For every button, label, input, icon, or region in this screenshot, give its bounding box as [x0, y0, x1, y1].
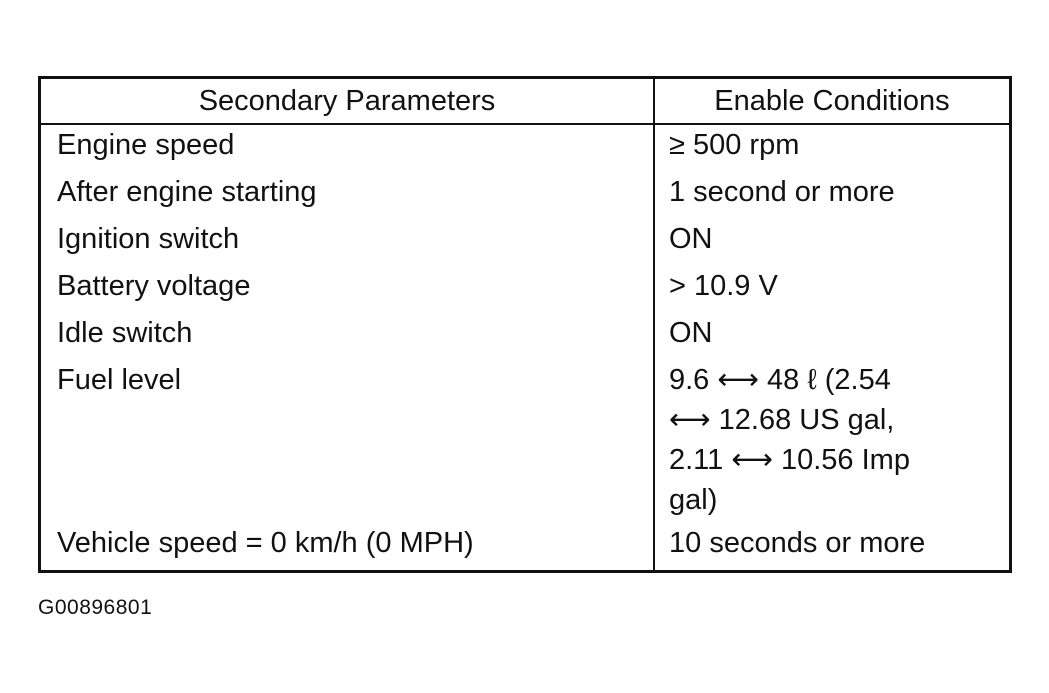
table-row [41, 219, 1009, 266]
figure-code: G00896801 [38, 596, 153, 619]
condition-cell: ON [669, 317, 713, 349]
table-row [41, 313, 1009, 360]
condition-cell: 10 seconds or more [669, 527, 926, 559]
table-row [41, 172, 1009, 219]
condition-cell: ON [669, 223, 713, 255]
enable-conditions-table [38, 76, 1012, 573]
parameter-cell: After engine starting [57, 176, 317, 208]
table-row [41, 266, 1009, 313]
parameter-cell: Engine speed [57, 129, 235, 161]
condition-cell: ≥ 500 rpm [669, 129, 800, 161]
condition-cell: 1 second or more [669, 176, 895, 208]
parameter-cell: Ignition switch [57, 223, 240, 255]
table-row [41, 523, 1009, 570]
parameter-cell: Vehicle speed = 0 km/h (0 MPH) [57, 527, 474, 559]
table-body [41, 125, 1009, 570]
header-secondary-parameters: Secondary Parameters [198, 85, 496, 117]
header-enable-conditions: Enable Conditions [714, 85, 950, 117]
parameter-cell: Battery voltage [57, 270, 251, 302]
condition-cell: > 10.9 V [669, 270, 778, 302]
parameter-cell: Idle switch [57, 317, 193, 349]
parameter-cell: Fuel level [57, 364, 182, 396]
condition-cell: 9.6 ⟷ 48 ℓ (2.54 ⟷ 12.68 US gal, 2.11 ⟷ 10.56 Imp gal) [669, 364, 910, 516]
table-header-row [41, 79, 1009, 125]
table-row [41, 125, 1009, 172]
table-row [41, 360, 1009, 523]
